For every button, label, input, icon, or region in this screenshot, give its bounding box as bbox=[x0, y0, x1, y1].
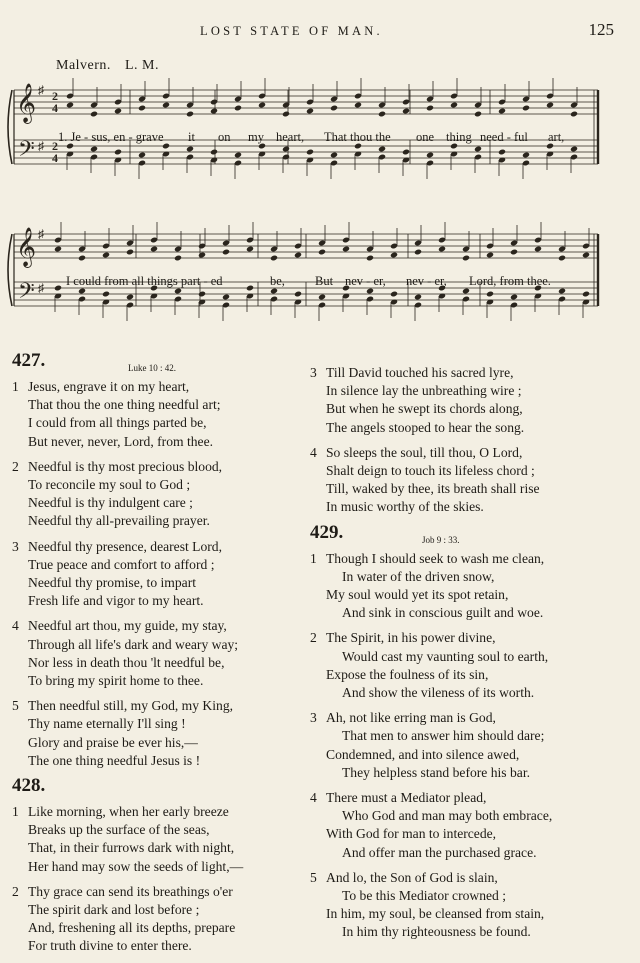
verse-line: Her hand may sow the seeds of light,— bbox=[28, 858, 244, 874]
verse bbox=[12, 883, 308, 956]
verse-line: And show the vileness of its worth. bbox=[342, 685, 535, 701]
tune-name: Malvern. bbox=[56, 58, 111, 73]
verse-line: True peace and comfort to afford ; bbox=[28, 556, 215, 572]
verse-line bbox=[12, 538, 308, 556]
verse-line: The spirit dark and lost before ; bbox=[28, 902, 200, 918]
verse-number: 2 bbox=[12, 458, 19, 474]
verse-text: Then needful still, my God, my King, bbox=[28, 698, 234, 714]
hymn-verses bbox=[310, 364, 630, 517]
verse bbox=[310, 444, 630, 517]
hymn-number: 428. bbox=[12, 775, 46, 797]
verse bbox=[310, 789, 630, 862]
verse-line: That thou the one thing needful art; bbox=[28, 397, 221, 413]
hymn-number: 429. bbox=[310, 521, 344, 543]
hymn-428 bbox=[12, 777, 308, 956]
svg-text:4: 4 bbox=[52, 151, 58, 165]
verse bbox=[310, 364, 630, 437]
lyric-syllable: That thou the bbox=[324, 130, 391, 144]
verse-line bbox=[12, 458, 308, 476]
verse-line: Would cast my vaunting soul to earth, bbox=[342, 648, 549, 664]
lyric-syllable: one bbox=[416, 130, 435, 144]
verse-text: Though I should seek to wash me clean, bbox=[326, 550, 545, 566]
verse-text: Needful is thy most precious blood, bbox=[28, 458, 223, 474]
verse-text: Needful art thou, my guide, my stay, bbox=[28, 618, 227, 634]
svg-text:4: 4 bbox=[52, 101, 58, 115]
svg-text:♯: ♯ bbox=[38, 83, 44, 97]
svg-text:𝄞: 𝄞 bbox=[16, 227, 37, 267]
svg-text:𝄞: 𝄞 bbox=[16, 83, 37, 123]
verse-line: Needful is thy indulgent care ; bbox=[28, 495, 193, 511]
verse bbox=[12, 538, 308, 611]
verse-line: Needful thy promise, to impart bbox=[28, 575, 196, 591]
verse-line bbox=[310, 629, 630, 647]
verse bbox=[310, 869, 630, 942]
verse-line: For truth divine to enter there. bbox=[28, 938, 192, 954]
lyric-syllable: heart, bbox=[276, 130, 305, 144]
music-score bbox=[0, 78, 640, 340]
hymn-verses bbox=[310, 550, 630, 942]
verse-line: In water of the driven snow, bbox=[342, 568, 495, 584]
verse-number: 2 bbox=[310, 630, 317, 646]
tune-heading bbox=[56, 58, 159, 74]
verse-text: The Spirit, in his power divine, bbox=[326, 630, 496, 646]
hymn-427 bbox=[12, 352, 308, 770]
svg-text:2: 2 bbox=[52, 139, 58, 153]
verse-line: Fresh life and vigor to my heart. bbox=[28, 593, 204, 609]
lyric-syllable: on bbox=[218, 130, 231, 144]
verse-number: 4 bbox=[12, 618, 19, 634]
verse-number: 4 bbox=[310, 790, 317, 806]
verse-line: Who God and man may both embrace, bbox=[342, 808, 553, 824]
verse-line: With God for man to intercede, bbox=[326, 826, 497, 842]
verse-line: In music worthy of the skies. bbox=[326, 499, 484, 515]
verse-text: Thy grace can send its breathings o'er bbox=[28, 883, 233, 899]
verse bbox=[12, 803, 308, 876]
page-header bbox=[0, 22, 640, 42]
left-column bbox=[12, 352, 308, 963]
scripture-reference: Job 9 : 33. bbox=[422, 534, 460, 545]
verse-line: Condemned, and into silence awed, bbox=[326, 746, 520, 762]
svg-text:2: 2 bbox=[52, 89, 58, 103]
verse bbox=[310, 629, 630, 702]
verse-line: That, in their furrows dark with night, bbox=[28, 840, 235, 856]
page-number: 125 bbox=[588, 20, 614, 39]
verse-text: Jesus, engrave it on my heart, bbox=[28, 379, 190, 394]
verse-number: 1 bbox=[310, 550, 317, 566]
verse-number: 2 bbox=[12, 883, 19, 899]
svg-text:♯: ♯ bbox=[38, 281, 44, 295]
lyric-syllable: art, bbox=[548, 130, 565, 144]
verse-line: Through all life's dark and weary way; bbox=[28, 636, 239, 652]
verse-line: To be this Mediator crowned ; bbox=[342, 888, 507, 904]
verse-number: 3 bbox=[310, 365, 317, 380]
verse-number: 5 bbox=[12, 698, 19, 714]
verse-line: And offer man the purchased grace. bbox=[342, 844, 537, 860]
verse bbox=[12, 378, 308, 451]
lyric-syllable: nev - er, bbox=[406, 274, 447, 288]
tune-meter: L. M. bbox=[124, 58, 159, 73]
verse bbox=[310, 709, 630, 782]
verse-line bbox=[310, 550, 630, 568]
verse-number: 3 bbox=[310, 710, 317, 726]
lyric-syllable: But bbox=[315, 274, 334, 288]
lyric-syllable: my bbox=[248, 130, 264, 144]
verse-line bbox=[310, 869, 630, 887]
verse-line: Needful thy all-prevailing prayer. bbox=[28, 513, 210, 529]
lyric-syllable: it bbox=[188, 130, 195, 144]
hymn-verses bbox=[12, 378, 308, 770]
verse-line: To reconcile my soul to God ; bbox=[28, 477, 191, 493]
lyric-syllable: I could from all things part - ed bbox=[66, 274, 223, 288]
verse-number: 4 bbox=[310, 444, 317, 460]
verse-line bbox=[310, 709, 630, 727]
verse-line: The one thing needful Jesus is ! bbox=[28, 752, 201, 768]
right-column bbox=[310, 352, 630, 949]
verse-line bbox=[12, 378, 308, 396]
verse-line: My soul would yet its spot retain, bbox=[326, 587, 509, 603]
verse-line: In him thy righteousness be found. bbox=[342, 924, 531, 940]
lyric-syllable: 1. Je - sus, en - grave bbox=[58, 130, 164, 144]
verse-line: And, freshening all its depths, prepare bbox=[28, 920, 236, 936]
verse bbox=[12, 697, 308, 770]
verse-text: Needful thy presence, dearest Lord, bbox=[28, 538, 223, 554]
lyric-syllable: thing bbox=[446, 130, 472, 144]
verse-number: 1 bbox=[12, 804, 19, 820]
verse-line: I could from all things parted be, bbox=[28, 415, 207, 431]
verse-line: That men to answer him should dare; bbox=[342, 728, 545, 744]
hymn-verses bbox=[12, 803, 308, 956]
verse-line: But never, never, Lord, from thee. bbox=[28, 433, 214, 449]
verse-number: 1 bbox=[12, 379, 19, 394]
verse-line bbox=[12, 617, 308, 635]
verse-line: And sink in conscious guilt and woe. bbox=[342, 605, 544, 621]
verse-line: To bring my spirit home to thee. bbox=[28, 673, 204, 689]
scripture-reference: Luke 10 : 42. bbox=[128, 363, 176, 373]
verse-text: There must a Mediator plead, bbox=[326, 790, 487, 806]
lyric-syllable: nev - er, bbox=[345, 274, 386, 288]
verse-line bbox=[12, 803, 308, 821]
svg-text:𝄢: 𝄢 bbox=[18, 137, 35, 167]
verse-text: Like morning, when her early breeze bbox=[28, 804, 229, 820]
verse-line: But when he swept its chords along, bbox=[326, 401, 523, 417]
verse-line: Glory and praise be ever his,— bbox=[28, 734, 198, 750]
verse-line: The angels stooped to hear the song. bbox=[326, 419, 525, 435]
svg-text:𝄢: 𝄢 bbox=[18, 279, 35, 309]
running-title: LOST STATE OF MAN. bbox=[200, 24, 383, 38]
hymn-429 bbox=[310, 521, 630, 942]
verse-text: Ah, not like erring man is God, bbox=[326, 710, 496, 726]
verse-line bbox=[310, 364, 630, 382]
verse-line: They helpless stand before his bar. bbox=[342, 764, 530, 780]
lyric-syllable: Lord, from thee. bbox=[469, 274, 551, 288]
verse-line bbox=[12, 697, 308, 715]
lyric-syllable: be, bbox=[270, 274, 285, 288]
verse-line bbox=[310, 789, 630, 807]
hymn-428-continued bbox=[310, 364, 630, 517]
svg-text:♯: ♯ bbox=[38, 139, 44, 153]
verse-number: 3 bbox=[12, 538, 19, 554]
verse-line bbox=[310, 444, 630, 462]
verse bbox=[12, 458, 308, 531]
verse-line bbox=[12, 883, 308, 901]
verse-text: So sleeps the soul, till thou, O Lord, bbox=[326, 444, 523, 460]
svg-text:♯: ♯ bbox=[38, 227, 44, 241]
verse-number: 5 bbox=[310, 869, 317, 885]
verse-line: Nor less in death thou 'lt needful be, bbox=[28, 654, 225, 670]
hymn-number: 427. bbox=[12, 350, 46, 371]
verse-line: Shalt deign to touch its lifeless chord ; bbox=[326, 463, 535, 479]
verse-line: Expose the foulness of its sin, bbox=[326, 666, 489, 682]
verse-line: In him, my soul, be cleansed from stain, bbox=[326, 906, 545, 922]
verse bbox=[310, 550, 630, 623]
verse-text: And lo, the Son of God is slain, bbox=[326, 869, 498, 885]
verse-line: Thy name eternally I'll sing ! bbox=[28, 716, 186, 732]
lyric-syllable: need - ful bbox=[480, 130, 528, 144]
verse-line: Till, waked by thee, its breath shall rise bbox=[326, 481, 540, 497]
verse-line: In silence lay the unbreathing wire ; bbox=[326, 383, 522, 399]
verse-line: Breaks up the surface of the seas, bbox=[28, 822, 210, 838]
verse-text: Till David touched his sacred lyre, bbox=[326, 365, 514, 380]
verse bbox=[12, 617, 308, 690]
